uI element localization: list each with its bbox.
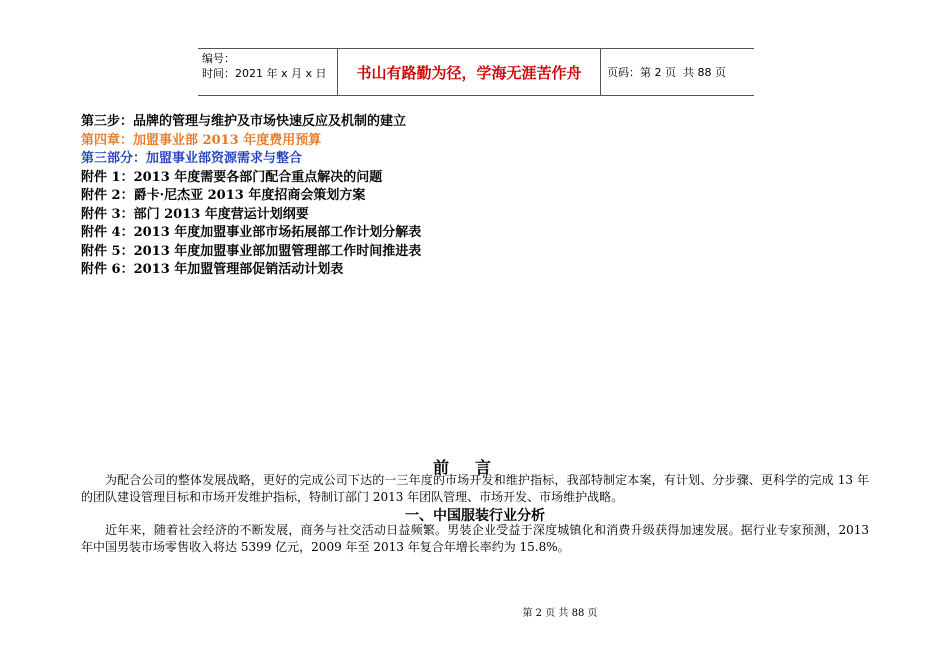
toc-item: 附件 6：2013 年加盟管理部促销活动计划表 [81, 262, 344, 277]
toc-item: 附件 3：部门 2013 年度营运计划纲要 [81, 206, 309, 222]
toc-item: 第四章：加盟事业部 2013 年度费用预算 [81, 132, 322, 148]
page-footer: 第 2 页 共 88 页 [522, 608, 598, 619]
page-header [198, 48, 754, 96]
time-label: 时间：2021 年 x 月 x 日 [202, 67, 327, 80]
section-paragraph: 近年来，随着社会经济的不断发展，商务与社交活动日益频繁。男装企业受益于深度城镇化和消费升级获得加速发展。据行业专家预测，2013 年中国男装市场零售收入将达 5399 亿元，2009 年至 2013 年复合年增长率约为 15.8%。 [81, 523, 869, 554]
toc-item: 第三步：品牌的管理与维护及市场快速反应及机制的建立 [81, 114, 407, 129]
toc-item: 附件 2：爵卡·尼杰亚 2013 年度招商会策划方案 [81, 188, 366, 203]
header-motto: 书山有路勤为径，学海无涯苦作舟 [338, 49, 601, 95]
toc-item: 附件 1：2013 年度需要各部门配合重点解决的问题 [81, 169, 383, 185]
toc-item: 第三部分：加盟事业部资源需求与整合 [81, 151, 303, 166]
section-title: 一、中国服装行业分析 [405, 508, 545, 524]
table-of-contents [81, 113, 421, 280]
preface-title: 前言 [432, 458, 517, 477]
toc-item: 附件 4：2013 年度加盟事业部市场拓展部工作计划分解表 [81, 225, 422, 240]
number-label: 编号： [202, 52, 235, 65]
header-meta [198, 49, 338, 95]
preface-paragraph: 为配合公司的整体发展战略，更好的完成公司下达的一三年度的市场开发和维护指标，我部特制定本案，有计划、分步骤、更科学的完成 13 年的团队建设管理目标和市场开发维护指标，特制订部门 2013 年团队管理、市场开发、市场维护战略。 [81, 473, 869, 504]
header-page-code: 页码：第 2 页 共 88 页 [607, 66, 726, 79]
toc-item: 附件 5：2013 年度加盟事业部加盟管理部工作时间推进表 [81, 243, 422, 259]
